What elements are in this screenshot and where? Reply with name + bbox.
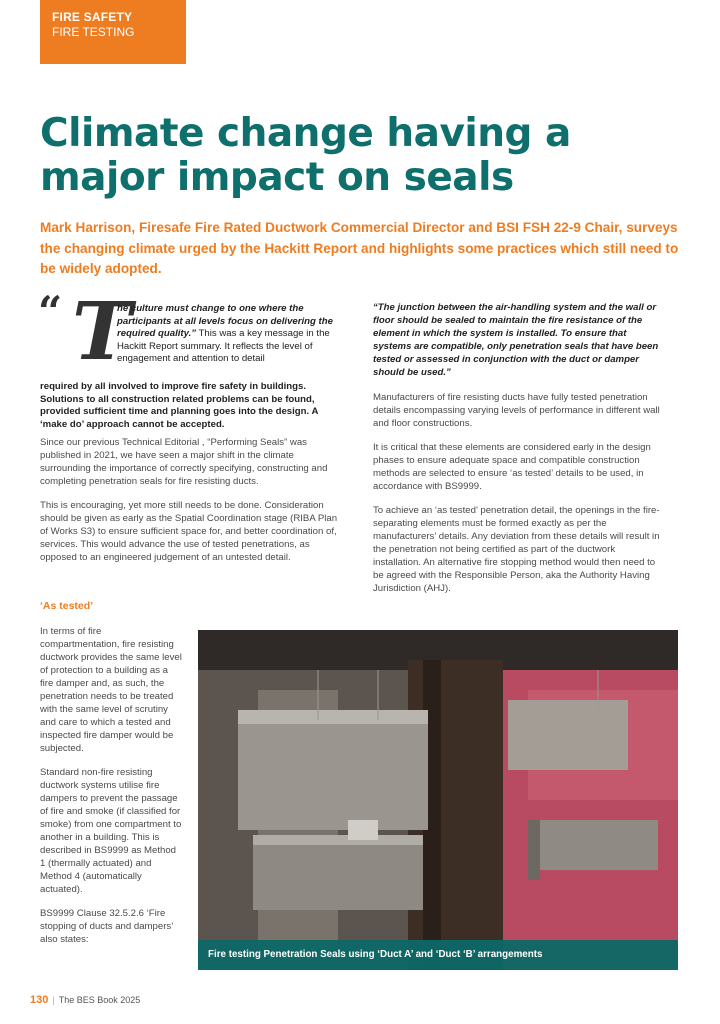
fire-test-photo — [198, 630, 678, 970]
quote-mark-icon: “ — [38, 287, 63, 336]
page-footer — [30, 994, 140, 1006]
pull-quote-continuation: This was a key message in the Hackitt Report summary. It reflects the level of engagement and attention to detail — [117, 328, 330, 365]
body-paragraph: It is critical that these elements are considered early in the design phases to ensure adequate space and compatible construction methods are selected to ensure ‘as tested’ details to be used, in accordance with BS9999. — [373, 442, 651, 492]
photo-caption: Fire testing Penetration Seals using ‘Duct A’ and ‘Duct ‘B’ arrangements — [198, 940, 678, 970]
article-headline: Climate change having a major impact on seals — [40, 111, 571, 200]
body-paragraph: Standard non-fire resisting ductwork systems utilise fire dampers to prevent the passage of fire and smoke (if classified for smoke) from one compartment to another in a building. This is described in BS9999 as Method 1 (thermally actuated) and Method 4 (automatically actuated). — [40, 767, 182, 895]
bs9999-quote: “The junction between the air-handling system and the wall or floor should be sealed to maintain the fire resistance of the element in which the system is installed. To ensure that systems are compatible, only penetration seals that have been tested or assessed in conjunction with the duct or damper should be used.” — [373, 302, 659, 378]
body-paragraph: Since our previous Technical Editorial , “Performing Seals” was published in 2021, we have seen a major shift in the climate surrounding the importance of correctly specifying, constructing and completing penetration seals for fire resisting ducts. — [40, 437, 328, 487]
article-standfirst: Mark Harrison, Firesafe Fire Rated Ductwork Commercial Director and BSI FSH 22-9 Chair, surveys the changing climate urged by the Hackitt Report and highlights some practices which still need to be widely adopted. — [40, 220, 679, 276]
pull-quote-rest: required by all involved to improve fire safety in buildings. Solutions to all construction related problems can be found, provided sufficient time and planning goes into the design. A ‘make do’ approach cannot be accepted. — [40, 381, 319, 430]
body-paragraph: In terms of fire compartmentation, fire resisting ductwork provides the same level of protection to a building as a fire damper and, as such, the penetration needs to be treated with the same level of scrutiny and care to which a tested and inspected fire damper would be subjected. — [40, 626, 182, 754]
photo-illustration — [198, 630, 678, 970]
pull-quote-intro — [117, 303, 342, 366]
body-paragraph: BS9999 Clause 32.5.2.6 ‘Fire stopping of ducts and dampers’ also states: — [40, 908, 173, 945]
left-column — [40, 436, 340, 575]
section-category: FIRE SAFETY — [52, 10, 133, 24]
drop-cap: T — [72, 284, 132, 378]
right-column — [373, 301, 663, 606]
left-narrow-column — [40, 625, 182, 957]
body-paragraph: This is encouraging, yet more still needs to be done. Consideration should be given as early as the Spatial Coordination stage (RIBA Plan of Works S3) to ensure sufficient space for, and better coordination of, services. This would advance the use of tested penetrations, as opposed to an engineered judgement of an untested detail. — [40, 500, 338, 563]
body-paragraph: To achieve an ‘as tested’ penetration detail, the openings in the fire-separating elements must be formed exactly as per the manufacturers’ details. Any deviation from these details will result in the penetration not being certified as part of the ductwork installation. An alternative fire stopping method would then need to be agreed with the Responsible Person, aka the Authority Having Jurisdiction (AHJ). — [373, 505, 660, 594]
pull-quote-emphasis: he culture must change to one where the participants at all levels focus on delivering the required quality.” — [117, 303, 333, 340]
subheading-as-tested: ‘As tested’ — [40, 600, 94, 612]
publication-name: The BES Book 2025 — [58, 995, 141, 1005]
body-paragraph: Manufacturers of fire resisting ducts have fully tested penetration details encompassing varying levels of performance in different wall and floor constructions. — [373, 392, 660, 429]
footer-separator: | — [52, 995, 55, 1005]
section-subcategory: FIRE TESTING — [52, 25, 135, 39]
page-number: 130 — [30, 994, 49, 1006]
section-tag — [40, 0, 186, 64]
